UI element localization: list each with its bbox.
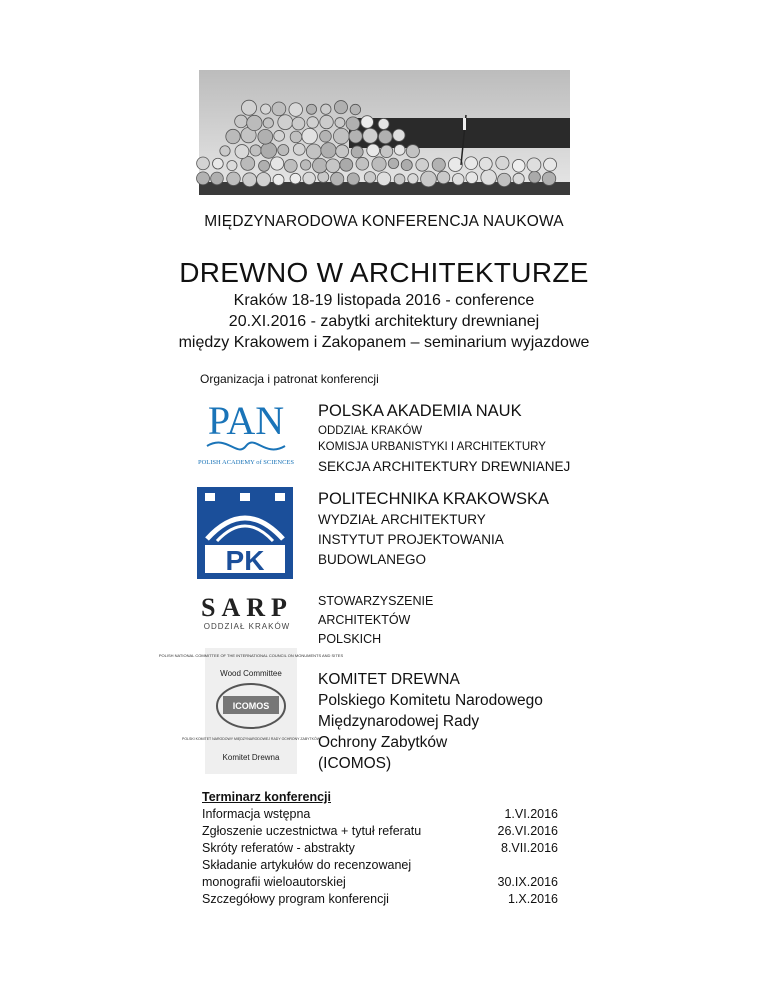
log-end [213, 158, 224, 169]
pk-logo-text: PK [225, 545, 265, 576]
log-end [272, 102, 286, 116]
log-end [261, 143, 277, 159]
schedule-label: Zgłoszenie uczestnictwa + tytuł referatu [202, 824, 422, 838]
log-end [243, 173, 257, 187]
log-end [289, 103, 303, 117]
log-end [406, 145, 419, 158]
log-end [380, 145, 392, 157]
sarp-line-3: POLSKICH [318, 632, 382, 646]
log-end [331, 172, 344, 185]
log-end [448, 158, 462, 172]
log-end [544, 158, 557, 171]
log-end [235, 145, 249, 159]
log-end [350, 104, 360, 114]
log-end [284, 159, 297, 172]
pk-logo [197, 487, 293, 579]
log-end [393, 129, 405, 141]
log-end [336, 145, 349, 158]
pk-line-2: INSTYTUT PROJEKTOWANIA [318, 532, 504, 547]
icomos-logo-sub: Komitet Drewna [222, 753, 280, 762]
log-end [377, 172, 391, 186]
log-end [197, 172, 210, 185]
log-end [364, 172, 375, 183]
log-end [432, 158, 445, 171]
icomos-logo-top: POLISH NATIONAL COMMITTEE OF THE INTERNATIONAL COUNCIL ON MONUMENTS AND SITES [158, 653, 344, 658]
sarp-logo-caption: ODDZIAŁ KRAKÓW [203, 622, 291, 631]
log-end [498, 173, 511, 186]
sarp-block [318, 592, 433, 649]
log-end [542, 172, 556, 186]
log-end [372, 157, 386, 171]
schedule-date: 1.VI.2016 [504, 807, 558, 821]
log-end [333, 128, 349, 144]
log-end [351, 146, 363, 158]
icomos-line-2: Polskiego Komitetu Narodowego [318, 692, 543, 709]
schedule-row [202, 840, 558, 857]
log-end [220, 146, 230, 156]
schedule-date: 1.X.2016 [507, 892, 558, 906]
conference-title: DREWNO W ARCHITEKTURZE [179, 257, 589, 288]
log-end [300, 160, 310, 170]
log-end [278, 144, 289, 155]
schedule-label: Informacja wstępna [202, 807, 311, 821]
log-end [416, 159, 429, 172]
log-end [227, 160, 237, 170]
icomos-line-3: Międzynarodowej Rady [318, 713, 480, 730]
log-end [356, 157, 369, 170]
log-end [258, 129, 273, 144]
schedule-date: 30.IX.2016 [497, 875, 558, 889]
log-end [481, 170, 497, 186]
pan-line-2: KOMISJA URBANISTYKI I ARCHITEKTURY [318, 441, 546, 453]
schedule-heading: Terminarz konferencji [202, 790, 331, 804]
log-end [479, 157, 492, 170]
pan-line-3: SEKCJA ARCHITEKTURY DREWNIANEJ [318, 459, 571, 474]
icomos-logo-bottom: POLSKI KOMITET NARODOWY MIĘDZYNARODOWEJ RADY OCHRONY ZABYTKÓW [181, 737, 321, 741]
log-end [227, 172, 241, 186]
sarp-logo-text: SARP [201, 593, 293, 622]
log-end [302, 128, 318, 144]
log-end [334, 101, 347, 114]
subtitle-line-2: 20.XI.2016 - zabytki architektury drewnianej [228, 313, 540, 330]
schedule-row [202, 891, 558, 908]
icomos-line-5: (ICOMOS) [318, 755, 392, 772]
log-end [340, 158, 353, 171]
schedule-label: Składanie artykułów do recenzowanej [202, 858, 412, 872]
sarp-logo [199, 592, 295, 632]
log-end [408, 174, 418, 184]
log-end [347, 173, 359, 185]
pan-logo-caption: POLISH ACADEMY of SCIENCES [197, 459, 295, 466]
log-end [321, 143, 336, 158]
log-end [394, 144, 405, 155]
log-end [257, 173, 271, 187]
log-end [226, 129, 240, 143]
icomos-logo-title: Wood Committee [220, 669, 282, 678]
conference-kicker: MIĘDZYNARODOWA KONFERENCJA NAUKOWA [204, 213, 564, 230]
log-end [293, 143, 305, 155]
log-end [496, 156, 509, 169]
log-end [307, 117, 318, 128]
pan-logo-text: PAN [207, 398, 285, 443]
log-end [320, 130, 332, 142]
log-end [378, 130, 392, 144]
log-end [235, 115, 248, 128]
schedule-row [202, 823, 558, 840]
pan-logo [197, 396, 295, 468]
log-end [335, 118, 345, 128]
log-end [271, 157, 284, 170]
log-end [278, 115, 293, 130]
icomos-logo [158, 648, 344, 774]
log-end [261, 104, 271, 114]
log-end [367, 144, 380, 157]
log-end [290, 131, 302, 143]
log-end [452, 173, 464, 185]
schedule-label: Skróty referatów - abstrakty [202, 841, 355, 855]
schedule-date: 8.VII.2016 [501, 841, 558, 855]
log-end [437, 171, 450, 184]
log-end [401, 160, 412, 171]
log-end [292, 117, 305, 130]
schedule-row [202, 806, 558, 823]
pan-name: POLSKA AKADEMIA NAUK [318, 402, 522, 420]
icomos-logo-center: ICOMOS [232, 701, 270, 711]
log-end [312, 158, 327, 173]
log-end [250, 145, 261, 156]
log-end [320, 115, 334, 129]
subtitle-line-3: między Krakowem i Zakopanem – seminarium wyjazdowe [178, 334, 590, 351]
log-end [273, 174, 284, 185]
schedule-row [202, 857, 558, 874]
conference-schedule [202, 789, 558, 908]
log-end [346, 117, 360, 131]
organizers-label: Organizacja i patronat konferencji [200, 372, 379, 386]
schedule-row [202, 874, 558, 891]
pk-name: POLITECHNIKA KRAKOWSKA [318, 490, 550, 508]
log-end [465, 157, 478, 170]
log-end [241, 100, 256, 115]
icomos-block [318, 669, 543, 774]
schedule-label: monografii wieloautorskiej [202, 875, 346, 889]
icomos-line-1: KOMITET DREWNA [318, 671, 460, 688]
log-end [303, 172, 316, 185]
pk-line-1: WYDZIAŁ ARCHITEKTURY [318, 512, 486, 527]
log-end [529, 171, 541, 183]
log-end [349, 130, 362, 143]
log-end [466, 172, 478, 184]
log-end [306, 144, 321, 159]
log-end [378, 118, 389, 129]
log-end [421, 171, 437, 187]
pk-block [318, 488, 549, 570]
log-end [211, 172, 224, 185]
subtitle-line-1: Kraków 18-19 listopada 2016 - conference [233, 292, 535, 309]
icomos-line-4: Ochrony Zabytków [318, 734, 448, 751]
log-end [263, 118, 273, 128]
pan-block [318, 400, 570, 477]
log-end [274, 130, 285, 141]
log-end [326, 159, 340, 173]
header-photo-logs [199, 70, 570, 195]
pan-line-1: ODDZIAŁ KRAKÓW [318, 425, 423, 437]
log-end [247, 115, 262, 130]
sarp-line-2: ARCHITEKTÓW [318, 613, 411, 627]
log-end [527, 158, 541, 172]
schedule-label: Szczegółowy program konferencji [202, 892, 389, 906]
log-end [513, 173, 524, 184]
log-end [512, 159, 525, 172]
log-end [306, 104, 316, 114]
log-end [197, 157, 210, 170]
pk-line-3: BUDOWLANEGO [318, 552, 427, 567]
log-end [321, 104, 331, 114]
sarp-line-1: STOWARZYSZENIE [318, 594, 434, 608]
log-end [290, 173, 301, 184]
log-end [361, 116, 374, 129]
schedule-date: 26.VI.2016 [497, 824, 558, 838]
log-end [394, 174, 405, 185]
log-end [259, 160, 270, 171]
log-end [388, 158, 398, 168]
log-end [363, 128, 378, 143]
